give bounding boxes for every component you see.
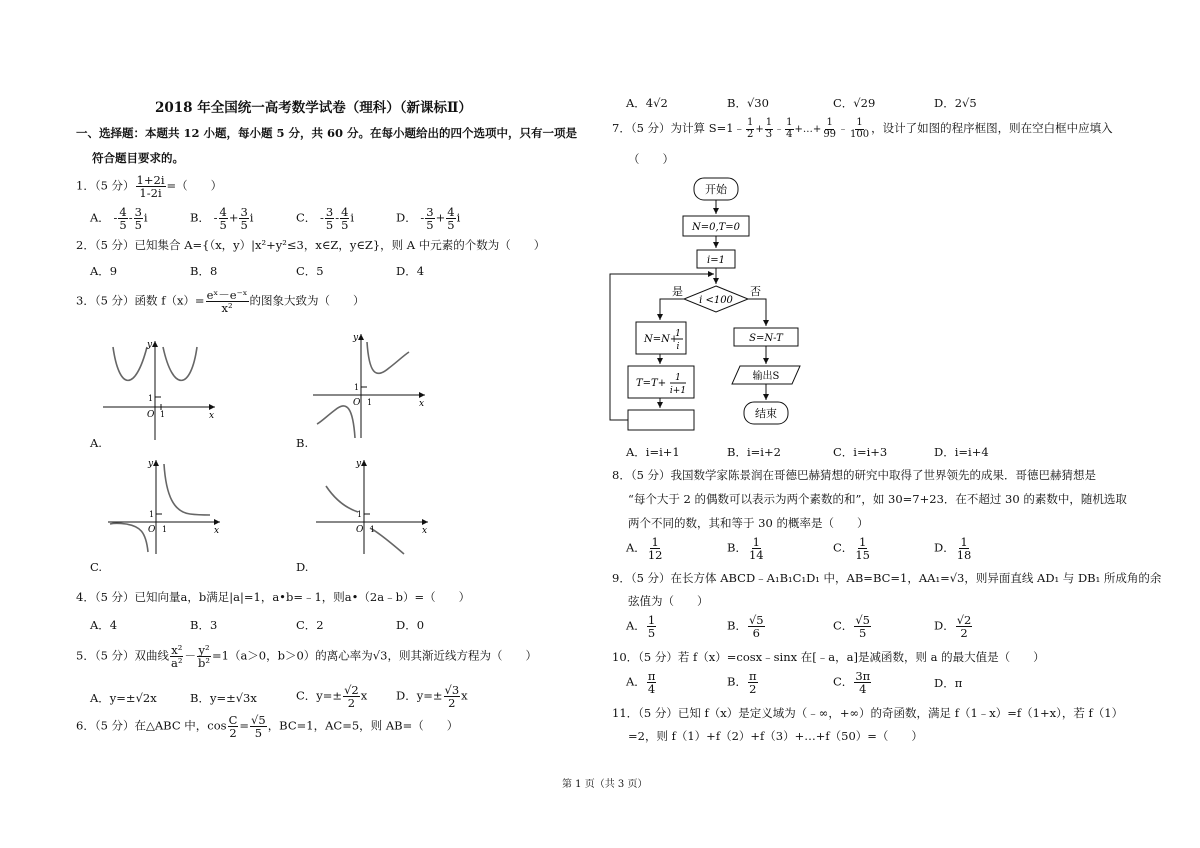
q5-option-b[interactable]: B．y=±√3x xyxy=(190,691,257,705)
flow-t-label: T=T+ xyxy=(636,378,667,389)
flow-start-label: 开始 xyxy=(705,183,727,196)
question-9-line2: 弦值为（ ） xyxy=(628,594,709,608)
graph-c xyxy=(100,456,230,556)
question-2: 2．（5 分）已知集合 A={（x，y）|x²+y²≤3，x∈Z，y∈Z}，则 A 中元素的个数为（ ） xyxy=(76,238,546,252)
flow-i1-label: i=1 xyxy=(707,255,725,266)
axis-x-label: x xyxy=(209,411,215,421)
q7-option-b[interactable]: B．i=i+2 xyxy=(727,445,781,459)
question-8: 8．（5 分）我国数学家陈景润在哥德巴赫猜想的研究中取得了世界领先的成果．哥德巴赫猜想是 xyxy=(612,468,1097,482)
q1-option-b[interactable]: B． - $\frac{4}{5}$ + $\frac{3}{5}$ i xyxy=(190,205,254,233)
flow-n-den: i xyxy=(676,342,680,352)
axis-y-label: y xyxy=(147,340,153,350)
q2-option-d[interactable]: D．4 xyxy=(396,264,425,278)
flow-n-num: 1 xyxy=(675,329,681,339)
question-7: 7．（5 分）为计算 S=1﹣ $\frac{1}{2}$ + $\frac{1}{3}$ ﹣ $\frac{1}{4}$ +…+ $\frac{1}{99}$ ﹣ $\frac{1}{100}$ ，设计了如图的程序框图，则在空白框中应填入 xyxy=(612,117,1113,140)
q3-option-d[interactable]: D. xyxy=(296,560,309,574)
question-11: 11．（5 分）已知 f（x）是定义域为（﹣∞，+∞）的奇函数，满足 f（1﹣x）=f（1+x），若 f（1） xyxy=(612,706,1124,720)
axis-y-label: y xyxy=(148,459,154,469)
q7-option-a[interactable]: A．i=i+1 xyxy=(626,445,680,459)
flow-t-num: 1 xyxy=(675,373,681,383)
q5-option-d[interactable]: D．y=± $\frac{√3}{2}$ x xyxy=(396,683,468,711)
origin-label: O xyxy=(147,410,155,420)
axis-x-label: x xyxy=(419,399,425,409)
tick-label: 1 xyxy=(148,394,154,403)
q10-option-b[interactable]: B． $\frac{\pi}{2}$ xyxy=(727,669,757,697)
question-8-line2: “每个大于 2 的偶数可以表示为两个素数的和”，如 30=7+23．在不超过 30 的素数中，随机选取 xyxy=(628,492,1127,506)
question-3: 3．（5 分）函数 f（x）= $\frac{\text{eˣ－e⁻ˣ}}{\text{x²}}$ 的图象大致为（ ） xyxy=(76,288,365,316)
flowchart xyxy=(600,170,840,435)
q9-option-a[interactable]: A． $\frac{1}{5}$ xyxy=(626,613,656,641)
q6-option-b[interactable]: B．√30 xyxy=(727,96,769,110)
flow-t-den: i+1 xyxy=(669,386,687,396)
flow-no-label: 否 xyxy=(750,285,761,298)
q9-option-b[interactable]: B． $\frac{√5}{6}$ xyxy=(727,613,764,641)
q9-option-d[interactable]: D． $\frac{√2}{2}$ xyxy=(934,613,972,641)
flow-s-label: S=N-T xyxy=(749,333,783,344)
flow-n-label: N=N+ xyxy=(644,334,679,345)
origin-label: O xyxy=(148,525,156,535)
page-footer: 第 1 页（共 3 页） xyxy=(562,779,648,790)
q7-option-d[interactable]: D．i=i+4 xyxy=(934,445,989,459)
section-header-line2: 符合题目要求的。 xyxy=(92,151,184,165)
q1-option-c[interactable]: C． - $\frac{3}{5}$ - $\frac{4}{5}$ i xyxy=(296,205,355,233)
tick-label: 1 xyxy=(149,510,155,519)
tick-label: 1 xyxy=(367,398,373,407)
q3-option-a[interactable]: A. xyxy=(90,436,102,450)
flow-init-label: N=0,T=0 xyxy=(691,222,741,233)
flow-decision-label: i <100 xyxy=(699,295,733,306)
q5-option-a[interactable]: A．y=±√2x xyxy=(90,691,157,705)
q6-option-d[interactable]: D．2√5 xyxy=(934,96,977,110)
q9-option-c[interactable]: C． $\frac{√5}{5}$ xyxy=(833,613,870,641)
tick-label: 1 xyxy=(370,525,376,534)
axis-y-label: y xyxy=(353,333,359,343)
q3-option-c[interactable]: C. xyxy=(90,560,103,574)
q10-option-c[interactable]: C． $\frac{3\pi}{4}$ xyxy=(833,669,871,697)
graph-d xyxy=(308,456,438,556)
tick-label: 1 xyxy=(160,410,166,419)
q2-option-c[interactable]: C．5 xyxy=(296,264,324,278)
tick-label: 1 xyxy=(354,383,360,392)
question-9: 9．（5 分）在长方体 ABCD﹣A₁B₁C₁D₁ 中，AB=BC=1，AA₁=√3，则异面直线 AD₁ 与 DB₁ 所成角的余 xyxy=(612,571,1162,585)
q4-option-d[interactable]: D．0 xyxy=(396,618,425,632)
section-header: 一、选择题：本题共 12 小题，每小题 5 分，共 60 分。在每小题给出的四个选项中，只有一项是 xyxy=(76,126,578,140)
axis-x-label: x xyxy=(214,526,220,536)
q4-option-a[interactable]: A．4 xyxy=(90,618,118,632)
question-8-line3: 两个不同的数，其和等于 30 的概率是（ ） xyxy=(628,516,869,530)
page-title: 2018 年全国统一高考数学试卷（理科）（新课标Ⅱ） xyxy=(155,100,472,116)
question-5: 5．（5 分）双曲线 $\frac{\text{x²}}{\text{a²}}$ － $\frac{\text{y²}}{\text{b²}}$ =1（a＞0，b＞0）的离心率为√3，则其渐近线方程为（ ） xyxy=(76,643,537,671)
q6-option-c[interactable]: C．√29 xyxy=(833,96,876,110)
graph-a xyxy=(95,335,225,445)
q10-option-d[interactable]: D．π xyxy=(934,676,963,690)
question-11-line2: =2，则 f（1）+f（2）+f（3）+…+f（50）=（ ） xyxy=(628,729,923,743)
origin-label: O xyxy=(353,398,361,408)
question-1: 1．（5 分） $\frac{1+2i}{1-2i}$ =（ ） xyxy=(76,173,223,201)
origin-label: O xyxy=(356,525,364,535)
q7-paren: （ ） xyxy=(628,152,674,166)
q8-option-b[interactable]: B． $\frac{1}{14}$ xyxy=(727,535,764,563)
question-6: 6．（5 分）在△ABC 中，cos $\frac{C}{2}$ = $\frac{√5}{5}$ ，BC=1，AC=5，则 AB=（ ） xyxy=(76,713,459,741)
q7-option-c[interactable]: C．i=i+3 xyxy=(833,445,888,459)
axis-x-label: x xyxy=(422,526,428,536)
q2-option-a[interactable]: A．9 xyxy=(90,264,118,278)
q10-option-a[interactable]: A． $\frac{\pi}{4}$ xyxy=(626,669,656,697)
tick-label: 1 xyxy=(357,510,363,519)
q8-option-a[interactable]: A． $\frac{1}{12}$ xyxy=(626,535,663,563)
q1-option-d[interactable]: D． - $\frac{3}{5}$ + $\frac{4}{5}$ i xyxy=(396,205,461,233)
q4-option-b[interactable]: B．3 xyxy=(190,618,218,632)
graph-b xyxy=(305,330,435,442)
axis-y-label: y xyxy=(356,459,362,469)
q5-option-c[interactable]: C．y=± $\frac{√2}{2}$ x xyxy=(296,683,368,711)
q3-option-b[interactable]: B. xyxy=(296,436,309,450)
q1-option-a[interactable]: A． - $\frac{4}{5}$ - $\frac{3}{5}$ i xyxy=(90,205,148,233)
flow-output-label: 输出S xyxy=(752,371,780,382)
q4-option-c[interactable]: C．2 xyxy=(296,618,324,632)
q8-option-d[interactable]: D． $\frac{1}{18}$ xyxy=(934,535,972,563)
flow-blank-box xyxy=(628,410,694,430)
q8-option-c[interactable]: C． $\frac{1}{15}$ xyxy=(833,535,870,563)
q2-option-b[interactable]: B．8 xyxy=(190,264,218,278)
tick-label: 1 xyxy=(162,525,168,534)
question-4: 4．（5 分）已知向量a，b满足|a|=1，a•b=﹣1，则a•（2a﹣b）=（ ） xyxy=(76,590,471,604)
flow-yes-label: 是 xyxy=(672,285,683,298)
question-10: 10．（5 分）若 f（x）=cosx﹣sinx 在[﹣a，a]是减函数，则 a 的最大值是（ ） xyxy=(612,650,1045,664)
q6-option-a[interactable]: A．4√2 xyxy=(626,96,668,110)
flow-end-label: 结束 xyxy=(755,407,777,420)
